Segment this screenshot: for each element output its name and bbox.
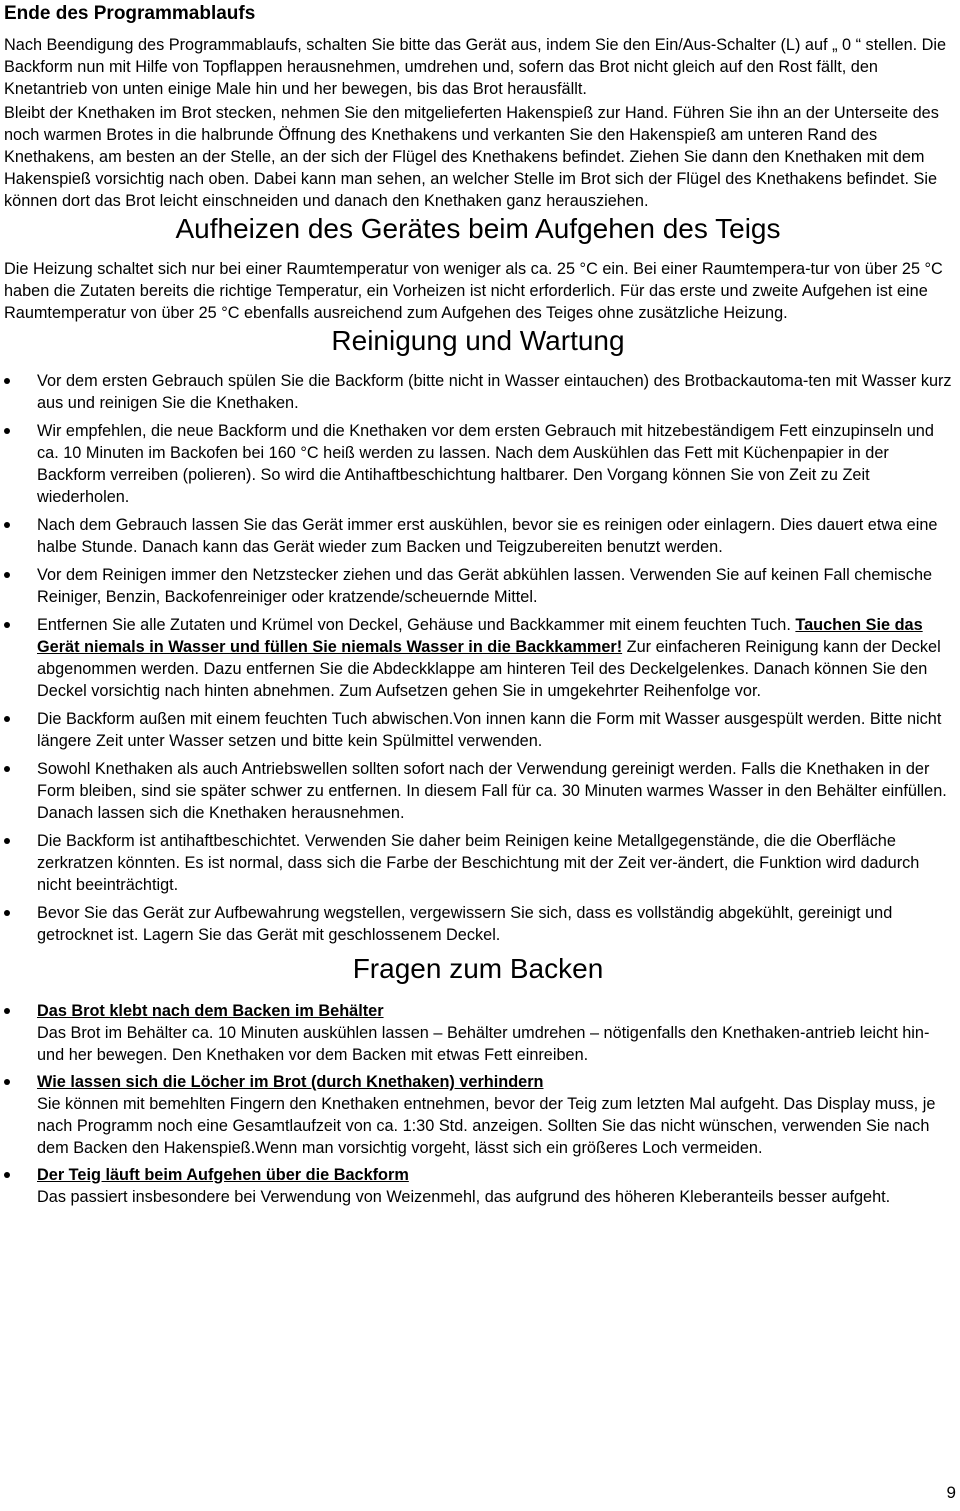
page-number: 9 bbox=[946, 1483, 956, 1502]
list-item-text: Die Backform außen mit einem feuchten Tuch abwischen.Von innen kann die Form mit Wasser ausgespült werden. Bitte nicht längere Zeit unter Wasser setzen und bitte kein Spülmittel verwenden. bbox=[37, 710, 942, 750]
bullet-icon bbox=[4, 572, 10, 578]
manual-page bbox=[4, 0, 952, 1213]
list-item bbox=[4, 614, 952, 702]
paragraph-ende-2: Bleibt der Knethaken im Brot stecken, nehmen Sie den mitgelieferten Hakenspieß zur Hand. Führen Sie ihn an der Unterseite des noch warmen Brotes in die halbrunde Öffnung des Knethakens und verkanten Sie den Hakenspieß am unteren Rand des Knethakens, am besten an der Stelle, an der sich der Flügel des Knethakens befindet. Ziehen Sie dann den Knethaken mit dem Hakenspieß vorsichtig nach oben. Dabei kann man sehen, an welcher Stelle im Brot sich der Flügel des Knethakens befindet. Sie können dort das Brot leicht einschneiden und danach den Knethaken ganz herausziehen. bbox=[4, 104, 939, 210]
faq-question: Das Brot klebt nach dem Backen im Behälter bbox=[37, 1002, 384, 1020]
warning-text: Tauchen Sie das Gerät niemals in Wasser und füllen Sie niemals Wasser in die Backkammer! bbox=[37, 616, 923, 656]
faq-answer: Das Brot im Behälter ca. 10 Minuten auskühlen lassen – Behälter umdrehen – nötigenfalls den Knethaken-antrieb leicht hin- und her bewegen. Den Knethaken vor dem Backen mit etwas Fett einreiben. bbox=[37, 1024, 930, 1064]
bullet-icon bbox=[4, 910, 10, 916]
list-item bbox=[4, 370, 952, 414]
heading-fragen: Fragen zum Backen bbox=[352, 953, 604, 984]
list-item bbox=[4, 420, 952, 508]
heading-ende-programmablauf: Ende des Programmablaufs bbox=[4, 3, 256, 24]
list-item-text: Nach dem Gebrauch lassen Sie das Gerät immer erst auskühlen, bevor sie es reinigen oder einlagern. Dies dauert etwa eine halbe Stunde. Danach kann das Gerät wieder zum Backen und Teigzubereiten benutzt werden. bbox=[37, 516, 938, 556]
list-item bbox=[4, 830, 952, 896]
list-item bbox=[4, 902, 952, 946]
list-item bbox=[4, 708, 952, 752]
faq-list bbox=[4, 1000, 952, 1208]
list-item bbox=[4, 758, 952, 824]
bullet-icon bbox=[4, 766, 10, 772]
list-item-text: Bevor Sie das Gerät zur Aufbewahrung wegstellen, vergewissern Sie sich, dass es vollständig abgekühlt, gereinigt und getrocknet ist. Lagern Sie das Gerät mit geschlossenem Deckel. bbox=[37, 904, 893, 944]
bullet-icon bbox=[4, 716, 10, 722]
faq-item bbox=[4, 1071, 952, 1159]
bullet-icon bbox=[4, 428, 10, 434]
reinigung-list bbox=[4, 370, 952, 946]
paragraph-aufheizen: Die Heizung schaltet sich nur bei einer Raumtemperatur von weniger als ca. 25 °C ein. Bei einer Raumtempera-tur von über 25 °C haben die Zutaten bereits die richtige Temperatur, ein Vorheizen ist nicht erforderlich. Für das erste und zweite Aufgehen ist eine Raumtemperatur von über 25 °C ebenfalls ausreichend zum Aufgehen des Teiges ohne zusätzliche Heizung. bbox=[4, 260, 943, 322]
list-item-text: Wir empfehlen, die neue Backform und die Knethaken vor dem ersten Gebrauch mit hitzebeständigem Fett einzupinseln und ca. 10 Minuten im Backofen bei 160 °C heiß werden zu lassen. Nach dem Auskühlen das Fett mit Küchenpapier in der Backform verreiben (polieren). So wird die Antihaftbeschichtung haltbarer. Den Vorgang können Sie von Zeit zu Zeit wiederholen. bbox=[37, 422, 934, 506]
heading-reinigung: Reinigung und Wartung bbox=[331, 325, 625, 356]
bullet-icon bbox=[4, 1008, 10, 1014]
bullet-icon bbox=[4, 838, 10, 844]
list-item-text: Vor dem ersten Gebrauch spülen Sie die Backform (bitte nicht in Wasser eintauchen) des Brotbackautoma-ten mit Wasser kurz aus und reinigen Sie die Knethaken. bbox=[37, 372, 952, 412]
faq-answer: Das passiert insbesondere bei Verwendung von Weizenmehl, das aufgrund des höheren Kleberanteils besser aufgeht. bbox=[37, 1188, 891, 1206]
paragraph-ende-1: Nach Beendigung des Programmablaufs, schalten Sie bitte das Gerät aus, indem Sie den Ein/Aus-Schalter (L) auf „ 0 “ stellen. Die Backform nun mit Hilfe von Topflappen herausnehmen, umdrehen und, sofern das Brot nicht gleich auf den Rost fällt, den Knetantrieb von unten einige Male hin und her bewegen, bis das Brot herausfällt. bbox=[4, 36, 947, 98]
bullet-icon bbox=[4, 522, 10, 528]
faq-question: Der Teig läuft beim Aufgehen über die Backform bbox=[37, 1166, 409, 1184]
faq-item bbox=[4, 1000, 952, 1066]
list-item-text: Vor dem Reinigen immer den Netzstecker ziehen und das Gerät abkühlen lassen. Verwenden Sie auf keinen Fall chemische Reiniger, Benzin, Backofenreiniger oder kratzende/scheuernde Mittel. bbox=[37, 566, 933, 606]
bullet-icon bbox=[4, 1172, 10, 1178]
list-item bbox=[4, 564, 952, 608]
bullet-icon bbox=[4, 622, 10, 628]
heading-aufheizen: Aufheizen des Gerätes beim Aufgehen des Teigs bbox=[175, 213, 781, 244]
list-item-text: Sowohl Knethaken als auch Antriebswellen sollten sofort nach der Verwendung gereinigt werden. Falls die Knethaken in der Form bleiben, sind sie später schwer zu entfernen. In diesem Fall für ca. 30 Minuten warmes Wasser in den Behälter einfüllen. Danach lassen sich die Knethaken herausnehmen. bbox=[37, 760, 947, 822]
list-item-text-pre: Entfernen Sie alle Zutaten und Krümel von Deckel, Gehäuse und Backkammer mit einem feuchten Tuch. bbox=[37, 616, 796, 634]
list-item-text-post: Zur einfacheren Reinigung kann der Deckel abgenommen werden. Dazu entfernen Sie die Abdeckklappe am hinteren Teil des Deckelgelenkes. Danach können Sie den Deckel vorsichtig nach hinten abnehmen. Zum Aufsetzen gehen Sie in umgekehrter Reihenfolge vor. bbox=[37, 638, 941, 700]
list-item-text: Die Backform ist antihaftbeschichtet. Verwenden Sie daher beim Reinigen keine Metallgegenstände, die die Oberfläche zerkratzen könnten. Es ist normal, dass sich die Farbe der Beschichtung mit der Zeit ver-ändert, die Funktion wird dadurch nicht beeinträchtigt. bbox=[37, 832, 920, 894]
faq-question: Wie lassen sich die Löcher im Brot (durch Knethaken) verhindern bbox=[37, 1073, 544, 1091]
faq-item bbox=[4, 1164, 952, 1208]
faq-answer: Sie können mit bemehlten Fingern den Knethaken entnehmen, bevor der Teig zum letzten Mal aufgeht. Das Display muss, je nach Programm noch eine Gesamtlaufzeit von ca. 1:30 Std. anzeigen. Sollten Sie das nicht wünschen, verwenden Sie nach dem Backen den Hakenspieß.Wenn man vorsichtig vorgeht, lässt sich ein größeres Loch vermeiden. bbox=[37, 1095, 936, 1157]
bullet-icon bbox=[4, 378, 10, 384]
bullet-icon bbox=[4, 1079, 10, 1085]
list-item bbox=[4, 514, 952, 558]
